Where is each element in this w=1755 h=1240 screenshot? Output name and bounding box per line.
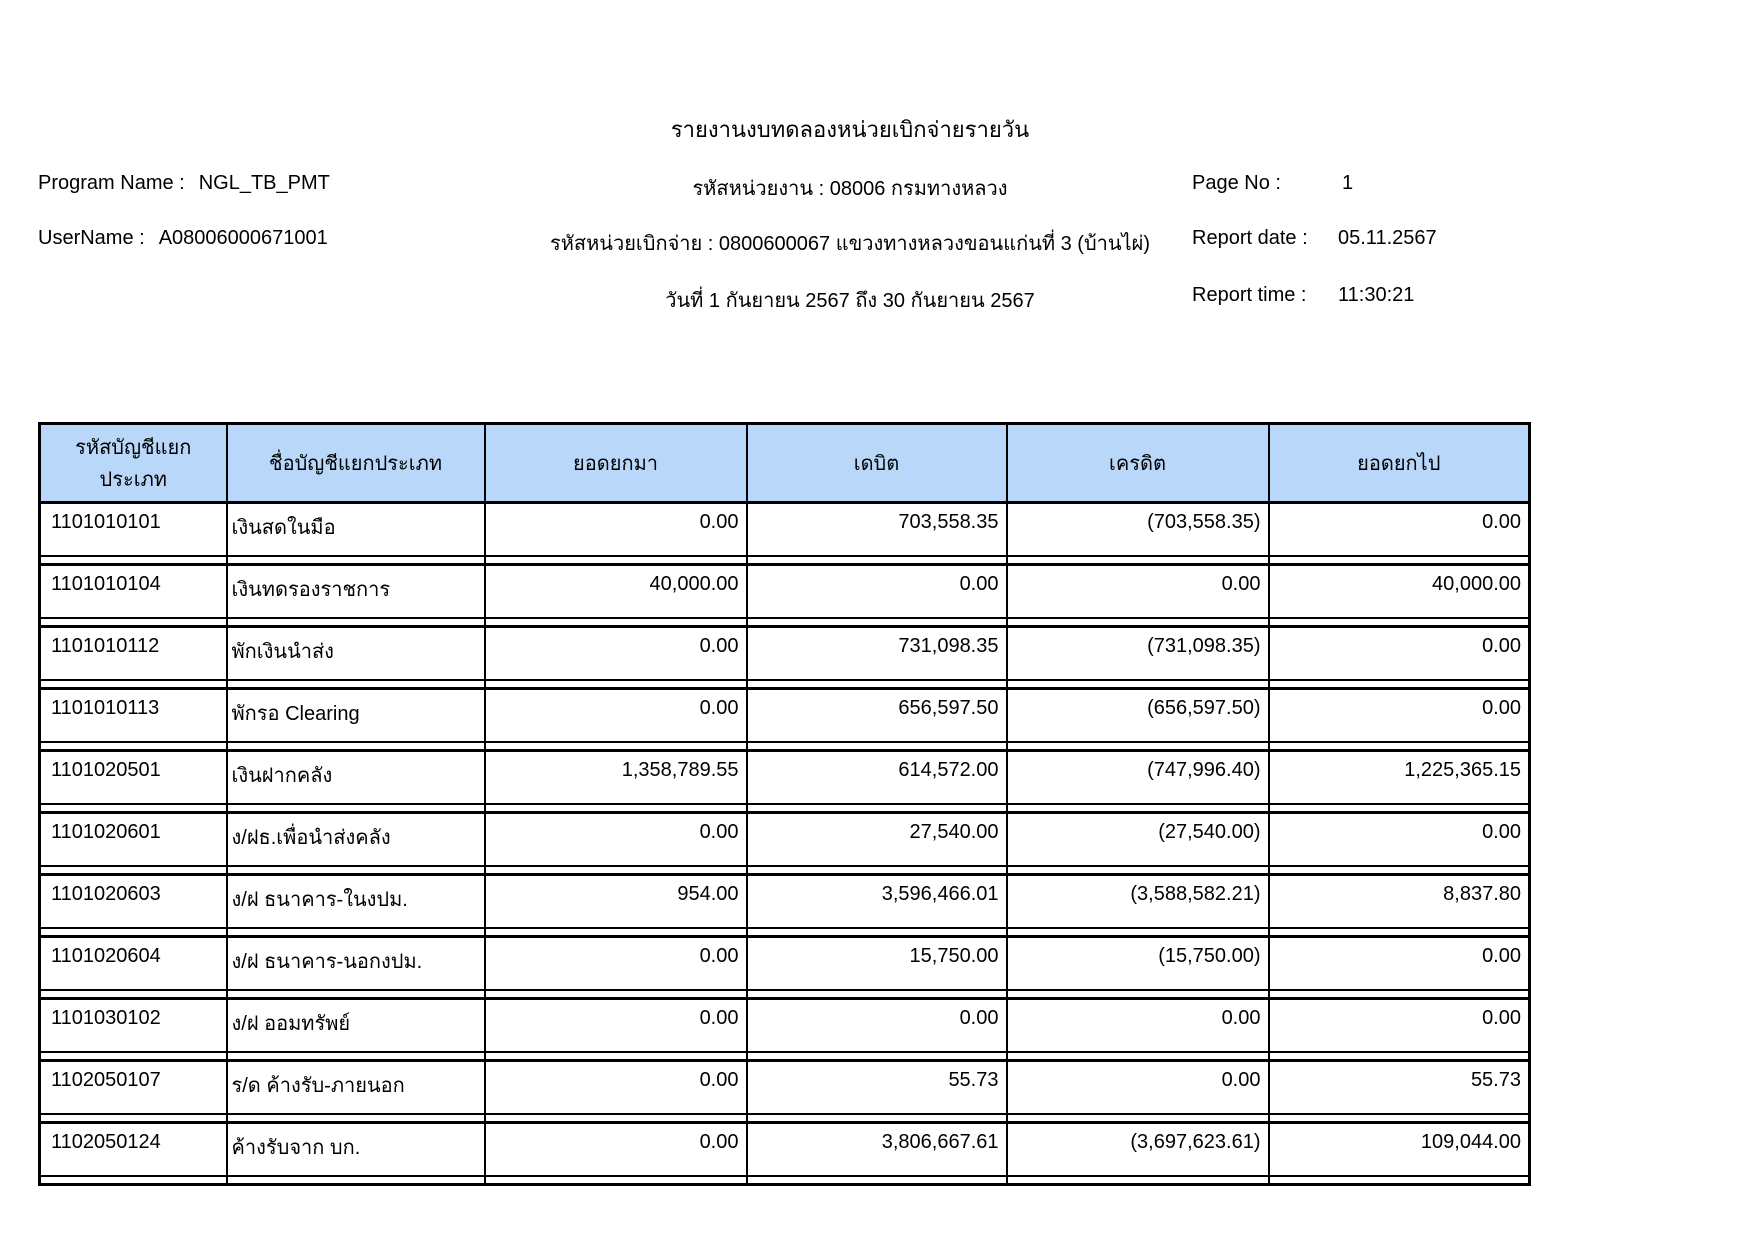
account-name-cell: เงินฝากคลัง [227, 751, 485, 805]
spacer-cell [747, 618, 1007, 627]
account-name-cell: ง/ฝ ธนาคาร-นอกงปม. [227, 937, 485, 991]
spacer-cell [747, 680, 1007, 689]
spacer-cell [485, 680, 747, 689]
credit-cell: (27,540.00) [1007, 813, 1269, 867]
account-name-cell: พักรอ Clearing [227, 689, 485, 743]
spacer-cell [485, 866, 747, 875]
spacer-cell [40, 1052, 227, 1061]
account-code-cell: 1101020603 [40, 875, 227, 929]
spacer-cell [1269, 928, 1530, 937]
row-spacer [40, 1114, 1530, 1123]
spacer-cell [485, 556, 747, 565]
debit-cell: 656,597.50 [747, 689, 1007, 743]
report-date-label: Report date : [1192, 227, 1308, 249]
table-row [40, 565, 1530, 619]
spacer-cell [747, 928, 1007, 937]
report-title: รายงานงบทดลองหน่วยเบิกจ่ายรายวัน [670, 117, 1030, 142]
agency-line: รหัสหน่วยงาน : 08006 กรมทางหลวง [692, 178, 1008, 200]
account-code-cell: 1101010113 [40, 689, 227, 743]
table-header [40, 424, 1530, 503]
carried-forward-cell: 0.00 [1269, 813, 1530, 867]
table-row [40, 813, 1530, 867]
table-row [40, 999, 1530, 1053]
account-code-cell: 1101010101 [40, 503, 227, 557]
account-name-cell: พักเงินนำส่ง [227, 627, 485, 681]
credit-cell: (3,588,582.21) [1007, 875, 1269, 929]
spacer-cell [485, 928, 747, 937]
credit-cell: (747,996.40) [1007, 751, 1269, 805]
header-account-code: รหัสบัญชีแยกประเภท [40, 424, 227, 503]
account-code-cell: 1101020601 [40, 813, 227, 867]
credit-cell: (15,750.00) [1007, 937, 1269, 991]
spacer-cell [227, 990, 485, 999]
table-row [40, 1061, 1530, 1115]
program-name-line [38, 172, 330, 195]
spacer-cell [1007, 742, 1269, 751]
spacer-cell [40, 804, 227, 813]
table-row [40, 1123, 1530, 1177]
debit-cell: 614,572.00 [747, 751, 1007, 805]
credit-cell: 0.00 [1007, 999, 1269, 1053]
spacer-cell [485, 1176, 747, 1185]
row-spacer [40, 556, 1530, 565]
spacer-cell [40, 866, 227, 875]
credit-cell: 0.00 [1007, 1061, 1269, 1115]
spacer-cell [485, 990, 747, 999]
table-body [40, 503, 1530, 1185]
brought-forward-cell: 0.00 [485, 627, 747, 681]
report-time-value: 11:30:21 [1338, 284, 1415, 306]
spacer-cell [1007, 1176, 1269, 1185]
credit-cell: (656,597.50) [1007, 689, 1269, 743]
carried-forward-cell: 55.73 [1269, 1061, 1530, 1115]
spacer-cell [485, 742, 747, 751]
page-no-value: 1 [1342, 172, 1354, 194]
spacer-cell [40, 556, 227, 565]
account-name-cell: ร/ด ค้างรับ-ภายนอก [227, 1061, 485, 1115]
carried-forward-cell: 0.00 [1269, 627, 1530, 681]
program-name-value: NGL_TB_PMT [198, 172, 330, 194]
carried-forward-cell: 1,225,365.15 [1269, 751, 1530, 805]
account-code-cell: 1102050107 [40, 1061, 227, 1115]
spacer-cell [1007, 618, 1269, 627]
spacer-cell [1269, 618, 1530, 627]
brought-forward-cell: 0.00 [485, 813, 747, 867]
username-value: A08006000671001 [158, 227, 328, 249]
account-name-cell: ค้างรับจาก บก. [227, 1123, 485, 1177]
spacer-cell [485, 1052, 747, 1061]
username-line [38, 227, 328, 250]
spacer-cell [1269, 556, 1530, 565]
carried-forward-cell: 0.00 [1269, 937, 1530, 991]
spacer-cell [227, 866, 485, 875]
spacer-cell [40, 990, 227, 999]
disburse-unit-line: รหัสหน่วยเบิกจ่าย : 0800600067 แขวงทางหลวงขอนแก่นที่ 3 (บ้านไผ่) [549, 233, 1151, 255]
carried-forward-cell: 0.00 [1269, 689, 1530, 743]
account-code-cell: 1101030102 [40, 999, 227, 1053]
account-code-cell: 1102050124 [40, 1123, 227, 1177]
debit-cell: 3,596,466.01 [747, 875, 1007, 929]
account-code-cell: 1101020501 [40, 751, 227, 805]
brought-forward-cell: 954.00 [485, 875, 747, 929]
spacer-cell [227, 618, 485, 627]
credit-cell: (703,558.35) [1007, 503, 1269, 557]
spacer-cell [1007, 866, 1269, 875]
table-row [40, 627, 1530, 681]
table-row [40, 689, 1530, 743]
spacer-cell [1269, 990, 1530, 999]
spacer-cell [485, 804, 747, 813]
table-row [40, 875, 1530, 929]
row-spacer [40, 866, 1530, 875]
credit-cell: 0.00 [1007, 565, 1269, 619]
spacer-cell [1269, 1114, 1530, 1123]
row-spacer [40, 1176, 1530, 1185]
debit-cell: 3,806,667.61 [747, 1123, 1007, 1177]
spacer-cell [40, 1114, 227, 1123]
spacer-cell [1269, 1176, 1530, 1185]
spacer-cell [747, 556, 1007, 565]
debit-cell: 703,558.35 [747, 503, 1007, 557]
account-code-cell: 1101010112 [40, 627, 227, 681]
account-name-cell: เงินสดในมือ [227, 503, 485, 557]
spacer-cell [40, 742, 227, 751]
carried-forward-cell: 40,000.00 [1269, 565, 1530, 619]
carried-forward-cell: 8,837.80 [1269, 875, 1530, 929]
spacer-cell [227, 742, 485, 751]
table-row [40, 503, 1530, 557]
spacer-cell [747, 804, 1007, 813]
table-row [40, 937, 1530, 991]
spacer-cell [227, 804, 485, 813]
debit-cell: 731,098.35 [747, 627, 1007, 681]
row-spacer [40, 618, 1530, 627]
trial-balance-table [38, 422, 1531, 1186]
spacer-cell [40, 680, 227, 689]
carried-forward-cell: 0.00 [1269, 999, 1530, 1053]
program-name-label: Program Name : [38, 172, 185, 194]
page-no-label: Page No : [1192, 172, 1281, 194]
brought-forward-cell: 40,000.00 [485, 565, 747, 619]
debit-cell: 55.73 [747, 1061, 1007, 1115]
account-code-cell: 1101020604 [40, 937, 227, 991]
account-name-cell: ง/ฝ ธนาคาร-ในงปม. [227, 875, 485, 929]
spacer-cell [747, 742, 1007, 751]
brought-forward-cell: 0.00 [485, 937, 747, 991]
spacer-cell [1007, 556, 1269, 565]
spacer-cell [40, 1176, 227, 1185]
spacer-cell [485, 618, 747, 627]
row-spacer [40, 928, 1530, 937]
row-spacer [40, 680, 1530, 689]
spacer-cell [1007, 990, 1269, 999]
spacer-cell [747, 1114, 1007, 1123]
account-name-cell: ง/ฝธ.เพื่อนำส่งคลัง [227, 813, 485, 867]
spacer-cell [40, 618, 227, 627]
report-date-value: 05.11.2567 [1338, 227, 1437, 249]
spacer-cell [747, 866, 1007, 875]
spacer-cell [1007, 680, 1269, 689]
username-label: UserName : [38, 227, 145, 249]
debit-cell: 0.00 [747, 999, 1007, 1053]
spacer-cell [1269, 680, 1530, 689]
account-name-cell: ง/ฝ ออมทรัพย์ [227, 999, 485, 1053]
spacer-cell [747, 1052, 1007, 1061]
account-name-cell: เงินทดรองราชการ [227, 565, 485, 619]
brought-forward-cell: 0.00 [485, 503, 747, 557]
spacer-cell [747, 1176, 1007, 1185]
row-spacer [40, 990, 1530, 999]
brought-forward-cell: 0.00 [485, 1123, 747, 1177]
account-code-cell: 1101010104 [40, 565, 227, 619]
brought-forward-cell: 0.00 [485, 1061, 747, 1115]
brought-forward-cell: 1,358,789.55 [485, 751, 747, 805]
header-brought-forward: ยอดยกมา [485, 424, 747, 503]
report-time-label: Report time : [1192, 284, 1307, 306]
debit-cell: 0.00 [747, 565, 1007, 619]
credit-cell: (3,697,623.61) [1007, 1123, 1269, 1177]
header-debit: เดบิต [747, 424, 1007, 503]
spacer-cell [485, 1114, 747, 1123]
header-carried-forward: ยอดยกไป [1269, 424, 1530, 503]
brought-forward-cell: 0.00 [485, 689, 747, 743]
table-row [40, 751, 1530, 805]
spacer-cell [1269, 1052, 1530, 1061]
header-account-name: ชื่อบัญชีแยกประเภท [227, 424, 485, 503]
carried-forward-cell: 0.00 [1269, 503, 1530, 557]
spacer-cell [1007, 928, 1269, 937]
row-spacer [40, 804, 1530, 813]
spacer-cell [227, 680, 485, 689]
spacer-cell [1269, 804, 1530, 813]
spacer-cell [1007, 1052, 1269, 1061]
spacer-cell [747, 990, 1007, 999]
credit-cell: (731,098.35) [1007, 627, 1269, 681]
spacer-cell [227, 1176, 485, 1185]
date-range-line: วันที่ 1 กันยายน 2567 ถึง 30 กันยายน 2567 [665, 290, 1035, 312]
spacer-cell [1269, 742, 1530, 751]
brought-forward-cell: 0.00 [485, 999, 747, 1053]
spacer-cell [227, 928, 485, 937]
header-credit: เครดิต [1007, 424, 1269, 503]
row-spacer [40, 1052, 1530, 1061]
spacer-cell [1269, 866, 1530, 875]
spacer-cell [227, 556, 485, 565]
debit-cell: 15,750.00 [747, 937, 1007, 991]
carried-forward-cell: 109,044.00 [1269, 1123, 1530, 1177]
spacer-cell [40, 928, 227, 937]
spacer-cell [227, 1114, 485, 1123]
debit-cell: 27,540.00 [747, 813, 1007, 867]
spacer-cell [1007, 804, 1269, 813]
row-spacer [40, 742, 1530, 751]
spacer-cell [227, 1052, 485, 1061]
spacer-cell [1007, 1114, 1269, 1123]
